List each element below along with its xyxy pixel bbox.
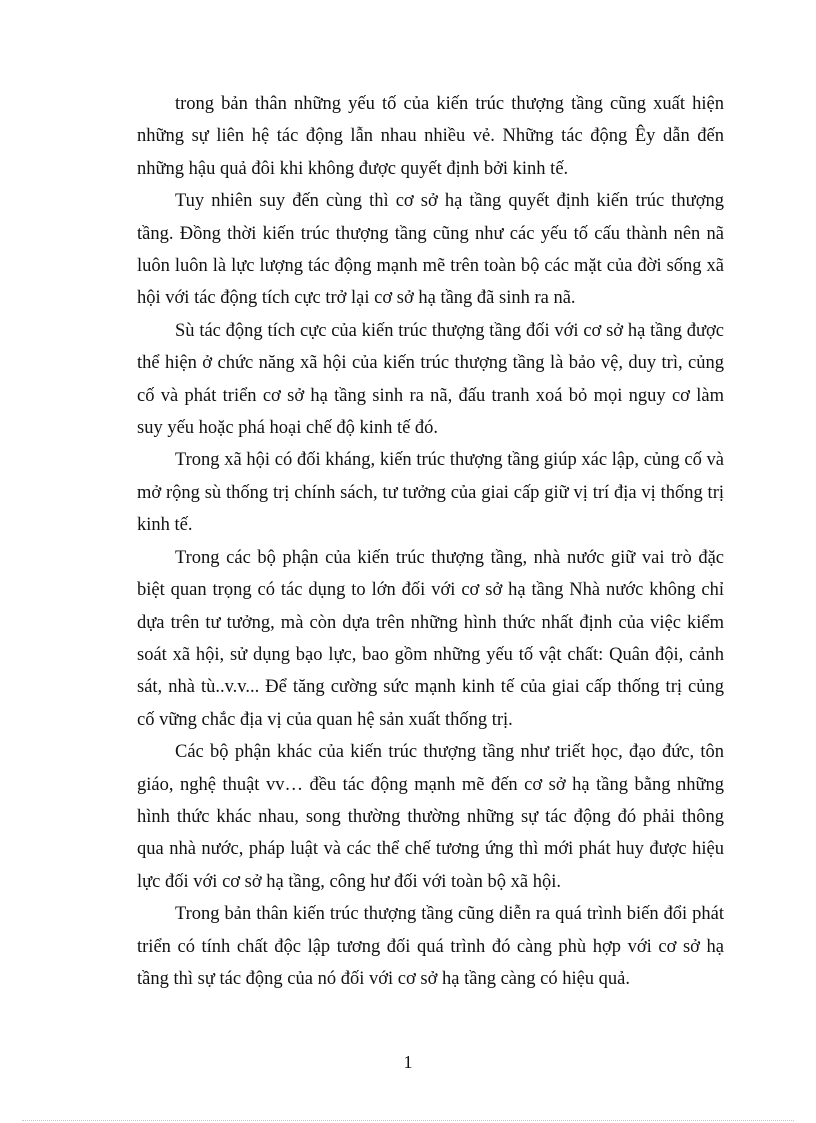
document-body xyxy=(137,88,724,995)
paragraph-2: Tuy nhiên suy đến cùng thì cơ sở hạ tầng quyết định kiến trúc thượng tầng. Đồng thời kiến trúc thượng tầng cũng như các yếu tố cấu thành nên nã luôn luôn là lực lượng tác động mạnh mẽ trên toàn bộ các mặt của đời sống xã hội với tác động tích cực trở lại cơ sở hạ tầng đã sinh ra nã. xyxy=(137,191,724,309)
paragraph-5: Trong các bộ phận của kiến trúc thượng tầng, nhà nước giữ vai trò đặc biệt quan trọng có tác dụng to lớn đối với cơ sở hạ tầng Nhà nước không chỉ dựa trên tư tưởng, mà còn dựa trên những hình thức nhất định của việc kiểm soát xã hội, sử dụng bạo lực, bao gồm những yếu tố vật chất: Quân đội, cảnh sát, nhà tù..v.v... Để tăng cường sức mạnh kinh tế của giai cấp thống trị củng cố vững chắc địa vị của quan hệ sản xuất thống trị. xyxy=(137,547,724,730)
paragraph-3: Sù tác động tích cực của kiến trúc thượng tầng đối với cơ sở hạ tầng được thể hiện ở chức năng xã hội của kiến trúc thượng tầng là bảo vệ, duy trì, củng cố và phát triển cơ sở hạ tầng sinh ra nã, đấu tranh xoá bỏ mọi nguy cơ làm suy yếu hoặc phá hoại chế độ kinh tế đó. xyxy=(137,320,724,439)
page-bottom-divider xyxy=(22,1120,794,1121)
page-number: 1 xyxy=(403,1052,413,1072)
paragraph-6: Các bộ phận khác của kiến trúc thượng tầng như triết học, đạo đức, tôn giáo, nghệ thuật vv… đều tác động mạnh mẽ đến cơ sở hạ tầng bằng những hình thức khác nhau, song thường thường những sự tác động đó phải thông qua nhà nước, pháp luật và các thể chế tương ứng thì mới phát huy được hiệu lực đối với cơ sở hạ tầng, công hư đối với toàn bộ xã hội. xyxy=(137,742,724,892)
paragraph-4: Trong xã hội có đối kháng, kiến trúc thượng tầng giúp xác lập, củng cố và mở rộng sù thống trị chính sách, tư tưởng của giai cấp giữ vị trí địa vị thống trị kinh tế. xyxy=(137,450,724,536)
paragraph-1: trong bản thân những yếu tố của kiến trúc thượng tầng cũng xuất hiện những sự liên hệ tác động lẫn nhau nhiều vẻ. Những tác động Êy dẫn đến những hậu quả đôi khi không được quyết định bởi kinh tế. xyxy=(137,94,724,179)
paragraph-7: Trong bản thân kiến trúc thượng tầng cũng diễn ra quá trình biến đổi phát triển có tính chất độc lập tương đối quá trình đó càng phù hợp với cơ sở hạ tầng thì sự tác động của nó đối với cơ sở hạ tầng càng có hiệu quả. xyxy=(137,904,724,989)
